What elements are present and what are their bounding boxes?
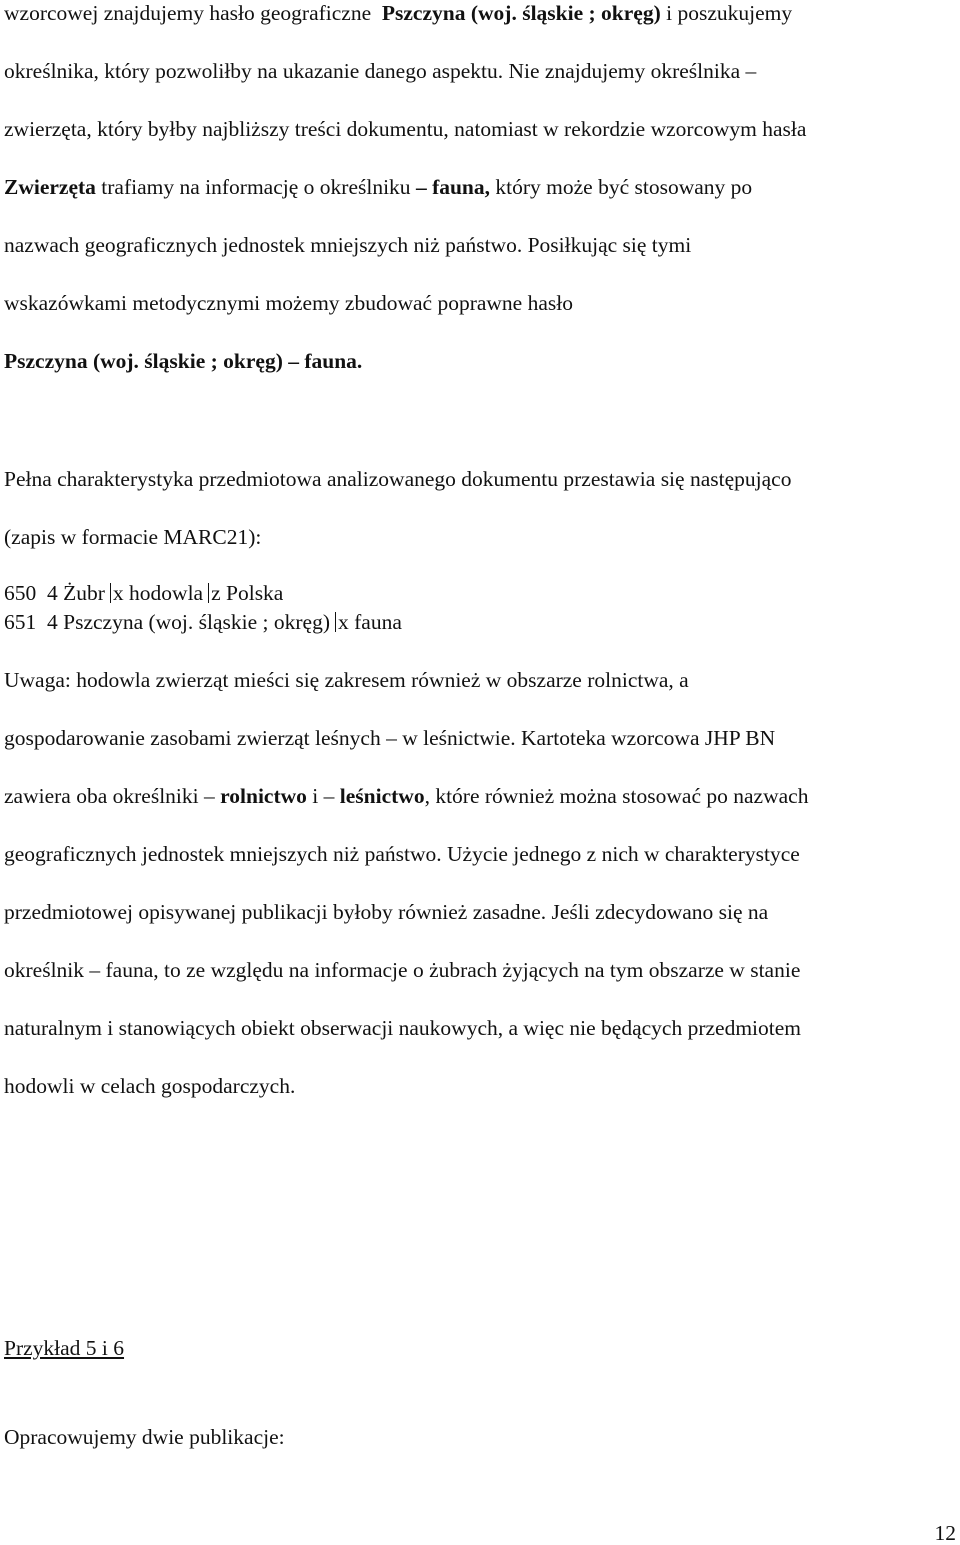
marc-indicator: 4 — [47, 610, 58, 634]
text-run: zawiera oba określniki – — [4, 784, 221, 808]
para1-line1 — [4, 0, 792, 26]
para3-line3 — [4, 783, 808, 809]
example-heading: Przykład 5 i 6 — [4, 1336, 125, 1360]
para1-line2: określnika, który pozwoliłby na ukazanie danego aspektu. Nie znajdujemy określnika – — [4, 59, 757, 83]
subfield-separator — [110, 583, 111, 603]
text-run: który może być stosowany po — [490, 175, 753, 199]
text-run: trafiamy na informację o określniku — [95, 175, 416, 199]
subfield-separator — [208, 583, 209, 603]
example-intro: Opracowujemy dwie publikacje: — [4, 1425, 285, 1449]
para3-line4: geograficznych jednostek mniejszych niż państwo. Użycie jednego z nich w charakterystyce — [4, 842, 800, 866]
term-fauna-bold: – fauna, — [415, 175, 491, 199]
para2-line2: (zapis w formacie MARC21): — [4, 525, 262, 549]
term-zwierzeta-bold: Zwierzęta — [4, 175, 96, 199]
para2-line1: Pełna charakterystyka przedmiotowa analizowanego dokumentu przestawia się następująco — [4, 467, 792, 491]
para3-line7: naturalnym i stanowiących obiekt obserwacji naukowych, a więc nie będących przedmiotem — [4, 1016, 802, 1040]
marc-tag: 651 — [4, 610, 37, 634]
marc-subfield-x: x fauna — [338, 610, 402, 634]
marc-indicator: 4 — [47, 581, 58, 605]
marc-subfield-x: x hodowla — [112, 581, 204, 605]
para1-line4 — [4, 174, 752, 200]
marc-field-650 — [4, 580, 283, 606]
text-run: wzorcowej znajdujemy hasło geograficzne — [4, 1, 372, 25]
para3-line1: Uwaga: hodowla zwierząt mieści się zakresem również w obszarze rolnictwa, a — [4, 668, 689, 692]
page-number: 12 — [934, 1521, 956, 1545]
para3-line6: określnik – fauna, to ze względu na informacje o żubrach żyjących na tym obszarze w stanie — [4, 958, 801, 982]
text-run: , które również można stosować po nazwach — [424, 784, 809, 808]
subfield-separator — [335, 612, 336, 632]
marc-subfield-a: Żubr — [63, 581, 105, 605]
marc-subfield-a: Pszczyna (woj. śląskie ; okręg) — [63, 610, 331, 634]
para3-line5: przedmiotowej opisywanej publikacji byłoby również zasadne. Jeśli zdecydowano się na — [4, 900, 769, 924]
term-lesnictwo-bold: leśnictwo — [339, 784, 425, 808]
text-run: i – — [306, 784, 340, 808]
para3-line2: gospodarowanie zasobami zwierząt leśnych – w leśnictwie. Kartoteka wzorcowa JHP BN — [4, 726, 776, 750]
marc-tag: 650 — [4, 581, 37, 605]
para1-line7-heading: Pszczyna (woj. śląskie ; okręg) – fauna. — [4, 349, 363, 373]
para1-line3: zwierzęta, który byłby najbliższy treści dokumentu, natomiast w rekordzie wzorcowym hasła — [4, 117, 807, 141]
para1-line6: wskazówkami metodycznymi możemy zbudować poprawne hasło — [4, 291, 573, 315]
marc-field-651 — [4, 609, 402, 635]
text-run: i poszukujemy — [660, 1, 793, 25]
subject-heading-bold: Pszczyna (woj. śląskie ; okręg) — [381, 1, 661, 25]
marc-subfield-z: z Polska — [211, 581, 284, 605]
term-rolnictwo-bold: rolnictwo — [220, 784, 307, 808]
para3-line8: hodowli w celach gospodarczych. — [4, 1074, 296, 1098]
para1-line5: nazwach geograficznych jednostek mniejszych niż państwo. Posiłkując się tymi — [4, 233, 692, 257]
